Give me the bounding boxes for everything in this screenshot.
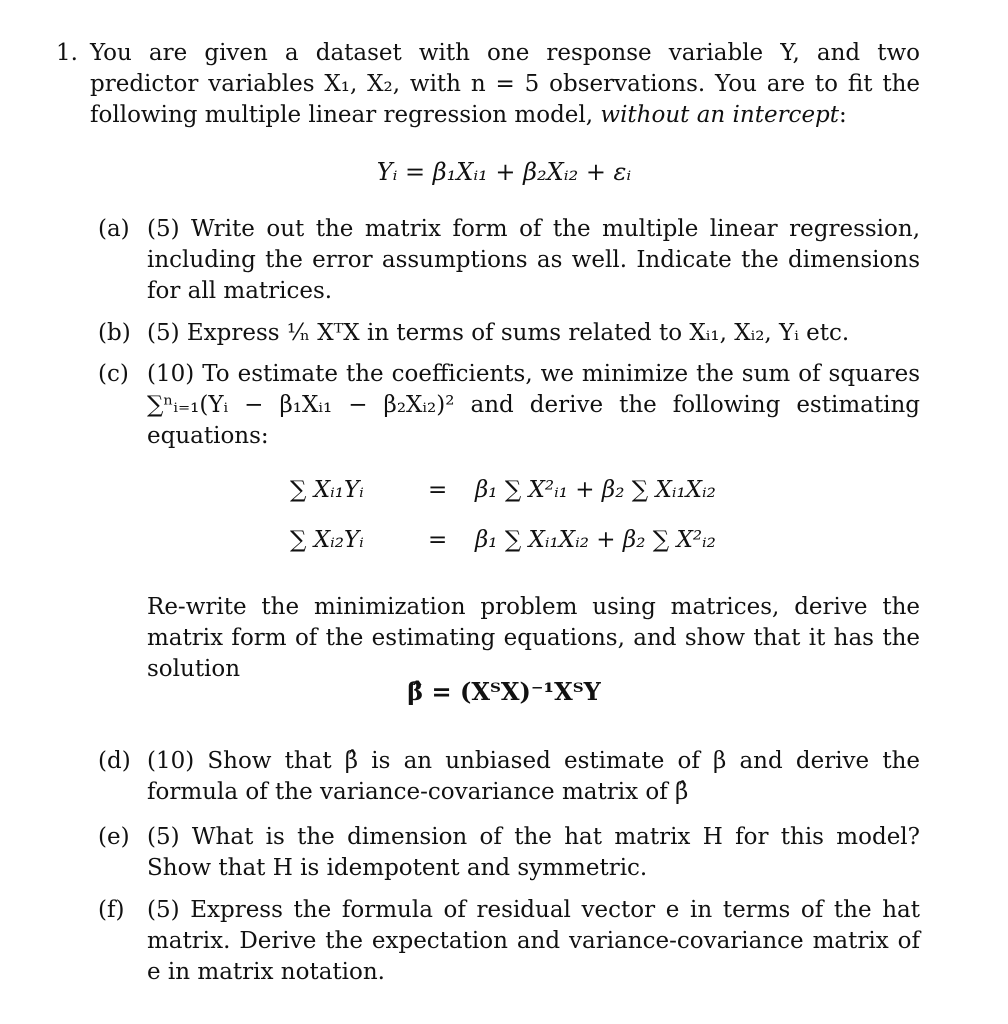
part-c-text: (10) To estimate the coefficients, we minimize the sum of squares ∑ⁿᵢ₌₁(Yᵢ − β₁Xᵢ₁ − β₂Xᵢ₂)² and derive the following estimating equations: [147, 361, 920, 449]
eq2-left: ∑ Xᵢ₂Yᵢ [290, 527, 364, 553]
intro-end: : [839, 102, 847, 128]
eq1-sign: = [428, 477, 448, 503]
part-e-label: (e) [98, 824, 130, 850]
problem-intro [90, 38, 920, 131]
eq2-right: β₁ ∑ Xᵢ₁Xᵢ₂ + β₂ ∑ X²ᵢ₂ [475, 527, 716, 553]
part-f-label: (f) [98, 897, 125, 923]
part-d-label: (d) [98, 748, 131, 774]
intro-text: You are given a dataset with one response variable Y, and two predictor variables X₁, X₂, with n = 5 observations. You are to fit the following multiple linear regression model, [90, 40, 920, 128]
solution-equation: β̂ = (XᵀX)⁻¹XᵀY [407, 677, 601, 706]
part-a-text: (5) Write out the matrix form of the multiple linear regression, including the error assumptions as well. Indicate the dimensions for all matrices. [147, 216, 920, 304]
part-b-label: (b) [98, 320, 131, 346]
eq1-right: β₁ ∑ X²ᵢ₁ + β₂ ∑ Xᵢ₁Xᵢ₂ [475, 477, 716, 503]
part-b-text: (5) Express ¹⁄ₙ XᵀX in terms of sums related to Xᵢ₁, Xᵢ₂, Yᵢ etc. [147, 320, 850, 346]
part-d-text: (10) Show that β̂ is an unbiased estimate of β and derive the formula of the variance-covariance matrix of β̂ [147, 748, 920, 805]
estimating-equations [290, 470, 810, 570]
intro-emphasis: without an intercept [600, 102, 840, 128]
part-c-followup: Re-write the minimization problem using matrices, derive the matrix form of the estimating equations, and show that it has the solution [147, 594, 920, 682]
part-c-label: (c) [98, 361, 129, 387]
problem-number: 1. [56, 40, 78, 66]
part-e-text: (5) What is the dimension of the hat matrix H for this model? Show that H is idempotent and symmetric. [147, 824, 920, 881]
model-equation: Yᵢ = β₁Xᵢ₁ + β₂Xᵢ₂ + εᵢ [376, 158, 632, 186]
eq2-sign: = [428, 527, 448, 553]
eq1-left: ∑ Xᵢ₁Yᵢ [290, 477, 364, 503]
part-f-text: (5) Express the formula of residual vector e in terms of the hat matrix. Derive the expectation and variance-covariance matrix of e in matrix notation. [147, 897, 920, 985]
part-a-label: (a) [98, 216, 130, 242]
